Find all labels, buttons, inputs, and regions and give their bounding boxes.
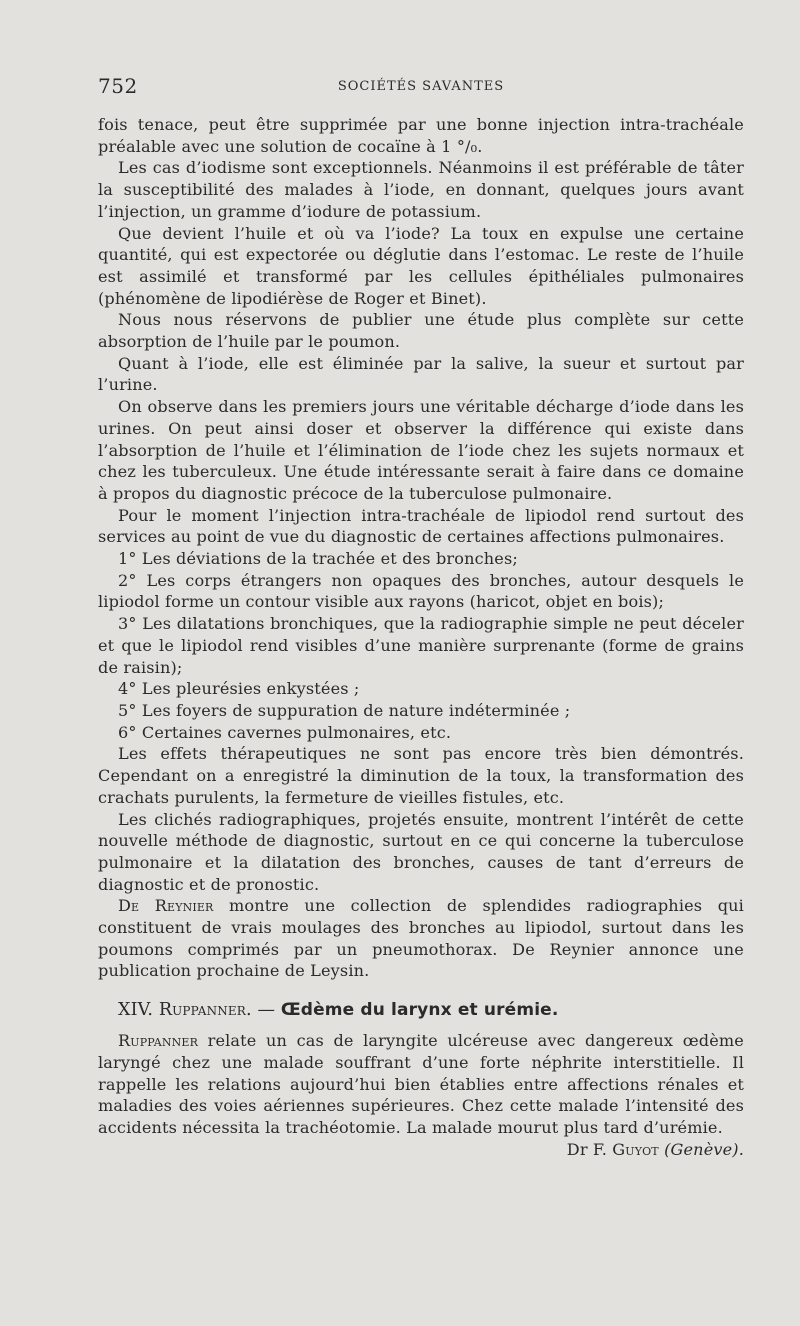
paragraph-text: montre une collection de splendides radiographies qui constituent de vrais moulages des bronches au lipiodol, surtout dans les poumons comprimés par un pneumothorax. De Reynier annonce une publication prochaine de Leysin. [98,896,744,981]
paragraph-text: relate un cas de laryngite ulcéreuse avec dangereux œdème laryngé chez une malade souffrant d’une forte néphrite interstitielle. Il rappelle les relations aujourd’hui bien établies entre affections rénales et maladies des voies aériennes supérieures. Chez cette malade l’intensité des accidents nécessita la trachéotomie. La malade mourut plus tard d’urémie. [98,1031,744,1137]
signature-place: (Genève). [664,1139,744,1159]
body-text [98,114,744,1159]
paragraph [98,1030,744,1159]
list-item: 3° Les dilatations bronchiques, que la radiographie simple ne peut déceler et que le lipiodol rend visibles d’une manière surprenante (forme de grains de raisin); [98,614,744,677]
paragraph: Les effets thérapeutiques ne sont pas encore très bien démontrés. Cependant on a enregistré la diminution de la toux, la transformation des crachats purulents, la fermeture de vieilles fistules, etc. [98,744,744,807]
section-title: Œdème du larynx et urémie. [280,1000,559,1021]
paragraph: fois tenace, peut être supprimée par une bonne injection intra-trachéale préalable avec une solution de cocaïne à 1 °/₀. [98,115,744,156]
paragraph: Les clichés radiographiques, projetés ensuite, montrent l’intérêt de cette nouvelle méthode de diagnostic, surtout en ce qui concerne la tuberculose pulmonaire et la dilatation des bronches, causes de tant d’erreurs de diagnostic et de pronostic. [98,809,744,894]
list-item: 6° Certaines cavernes pulmonaires, etc. [118,722,452,742]
signature [547,1139,744,1161]
page [98,70,744,1160]
section-dash: — [257,1000,276,1021]
paragraph: Les cas d’iodisme sont exceptionnels. Néanmoins il est préférable de tâter la susceptibilité des malades à l’iode, en donnant, quelques jours avant l’injection, un gramme d’iodure de potassium. [98,158,744,221]
author-name: Ruppanner [118,1031,199,1051]
paragraph: Que devient l’huile et où va l’iode? La toux en expulse une certaine quantité, qui est expectorée ou déglutie dans l’estomac. Le reste de l’huile est assimilé et transformé par les cellules épithéliales pulmonaires (phénomène de lipodiérèse de Roger et Binet). [98,223,744,308]
list-item: 4° Les pleurésies enkystées ; [118,679,360,699]
running-title: SOCIÉTÉS SAVANTES [337,79,505,94]
section-number: XIV. [118,1000,154,1021]
signature-name: Guyot [612,1139,659,1159]
author-name: De Reynier [118,896,214,916]
list-item: 1° Les déviations de la trachée et des bronches; [118,549,518,569]
paragraph: On observe dans les premiers jours une véritable décharge d’iode dans les urines. On peut ainsi doser et observer la différence qui existe dans l’absorption de l’huile et l’élimination de l’iode chez les sujets normaux et chez les tuberculeux. Une étude intéressante serait à faire dans ce domaine à propos du diagnostic précoce de la tuberculose pulmonaire. [98,397,744,503]
paragraph: Nous nous réservons de publier une étude plus complète sur cette absorption de l’huile par le poumon. [98,310,744,352]
paragraph: Quant à l’iode, elle est éliminée par la salive, la sueur et surtout par l’urine. [98,353,744,395]
paragraph: Pour le moment l’injection intra-trachéale de lipiodol rend surtout des services au point de vue du diagnostic de certaines affections pulmonaires. [98,505,744,547]
list-item: 5° Les foyers de suppuration de nature indéterminée ; [118,700,571,720]
list-item: 2° Les corps étrangers non opaques des bronches, autour desquels le lipiodol forme un contour visible aux rayons (haricot, objet en bois); [98,570,744,612]
section-heading [118,998,744,1022]
paragraph [98,895,744,982]
signature-prefix: Dr F. [566,1139,608,1159]
page-number: 752 [98,74,138,98]
section-author: Ruppanner. [158,1000,252,1021]
running-head [98,70,744,100]
